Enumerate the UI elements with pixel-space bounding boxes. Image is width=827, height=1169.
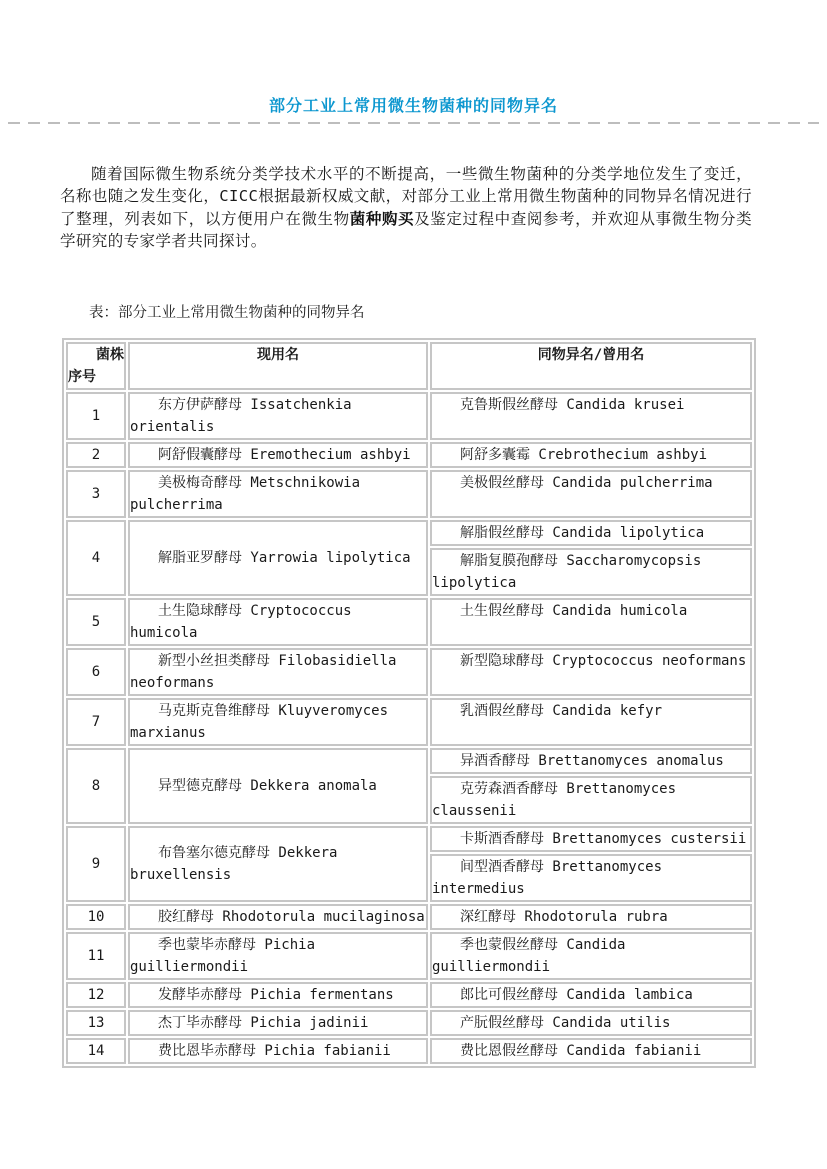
synonym-name-cell: 费比恩假丝酵母 Candida fabianii [430,1038,752,1064]
table-row [66,1010,752,1036]
strain-number-cell: 5 [66,598,126,646]
current-name-cell: 费比恩毕赤酵母 Pichia fabianii [128,1038,428,1064]
table-row [66,392,752,440]
synonym-name-cell: 间型酒香酵母 Brettanomyces intermedius [430,854,752,902]
current-name-cell: 土生隐球酵母 Cryptococcus humicola [128,598,428,646]
synonym-name-cell: 乳酒假丝酵母 Candida kefyr [430,698,752,746]
strain-purchase-bold-text: 菌种购买 [349,209,415,228]
strain-number-cell: 12 [66,982,126,1008]
synonym-name-cell: 季也蒙假丝酵母 Candida guilliermondii [430,932,752,980]
table-caption: 表：部分工业上常用微生物菌种的同物异名 [89,305,365,321]
table-row [66,748,752,774]
current-name-cell: 发酵毕赤酵母 Pichia fermentans [128,982,428,1008]
current-name-cell: 阿舒假囊酵母 Eremothecium ashbyi [128,442,428,468]
table-row [66,982,752,1008]
current-name-cell: 解脂亚罗酵母 Yarrowia lipolytica [128,520,428,596]
intro-text-before: 随着国际微生物系统分类学技术水平的不断提高，一些微生物菌种的分类学地位发生了变迁，名称也随之发生变化，CICC根据最新权威文献，对部分工业上常用微生物菌种的同物异名情况进行了整理，列表如下，以方便用户在微生物 [60,164,752,228]
strain-number-cell: 14 [66,1038,126,1064]
synonym-name-cell: 新型隐球酵母 Cryptococcus neoformans [430,648,752,696]
table-row [66,1038,752,1064]
header-synonym-name: 同物异名/曾用名 [430,342,752,390]
table-row [66,932,752,980]
synonym-name-cell: 美极假丝酵母 Candida pulcherrima [430,470,752,518]
synonym-name-cell: 深红酵母 Rhodotorula rubra [430,904,752,930]
synonym-name-cell: 土生假丝酵母 Candida humicola [430,598,752,646]
current-name-cell: 东方伊萨酵母 Issatchenkia orientalis [128,392,428,440]
table-row [66,470,752,518]
synonym-name-cell: 解脂复膜孢酵母 Saccharomycopsis lipolytica [430,548,752,596]
strain-number-cell: 11 [66,932,126,980]
strain-number-cell: 2 [66,442,126,468]
current-name-cell: 季也蒙毕赤酵母 Pichia guilliermondii [128,932,428,980]
intro-paragraph [60,163,752,253]
synonym-table-wrap [62,338,756,1068]
synonym-table [62,338,756,1068]
current-name-cell: 美极梅奇酵母 Metschnikowia pulcherrima [128,470,428,518]
current-name-cell: 马克斯克鲁维酵母 Kluyveromyces marxianus [128,698,428,746]
synonym-name-cell: 解脂假丝酵母 Candida lipolytica [430,520,752,546]
strain-number-cell: 4 [66,520,126,596]
current-name-cell: 布鲁塞尔德克酵母 Dekkera bruxellensis [128,826,428,902]
header-strain-number: 菌株序号 [66,342,126,390]
strain-number-cell: 10 [66,904,126,930]
table-row [66,442,752,468]
strain-number-cell: 1 [66,392,126,440]
table-row [66,598,752,646]
strain-number-cell: 9 [66,826,126,902]
strain-number-cell: 13 [66,1010,126,1036]
synonym-name-cell: 郎比可假丝酵母 Candida lambica [430,982,752,1008]
dashed-divider [8,122,819,124]
table-row [66,520,752,546]
current-name-cell: 杰丁毕赤酵母 Pichia jadinii [128,1010,428,1036]
intro-text-after: 及鉴定过程中查阅参考，并欢迎从事微生物分类学研究的专家学者共同探讨。 [60,209,753,251]
current-name-cell: 异型德克酵母 Dekkera anomala [128,748,428,824]
strain-number-cell: 8 [66,748,126,824]
header-current-name: 现用名 [128,342,428,390]
synonym-name-cell: 产朊假丝酵母 Candida utilis [430,1010,752,1036]
synonym-name-cell: 克劳森酒香酵母 Brettanomyces claussenii [430,776,752,824]
current-name-cell: 胶红酵母 Rhodotorula mucilaginosa [128,904,428,930]
synonym-name-cell: 阿舒多囊霉 Crebrothecium ashbyi [430,442,752,468]
synonym-table-body [66,392,752,1064]
current-name-cell: 新型小丝担类酵母 Filobasidiella neoformans [128,648,428,696]
table-header-row [66,342,752,390]
table-row [66,648,752,696]
table-row [66,698,752,746]
synonym-name-cell: 卡斯酒香酵母 Brettanomyces custersii [430,826,752,852]
table-row [66,904,752,930]
strain-number-cell: 6 [66,648,126,696]
synonym-name-cell: 异酒香酵母 Brettanomyces anomalus [430,748,752,774]
strain-number-cell: 3 [66,470,126,518]
table-row [66,826,752,852]
synonym-name-cell: 克鲁斯假丝酵母 Candida krusei [430,392,752,440]
page-title: 部分工业上常用微生物菌种的同物异名 [268,98,558,115]
strain-number-cell: 7 [66,698,126,746]
